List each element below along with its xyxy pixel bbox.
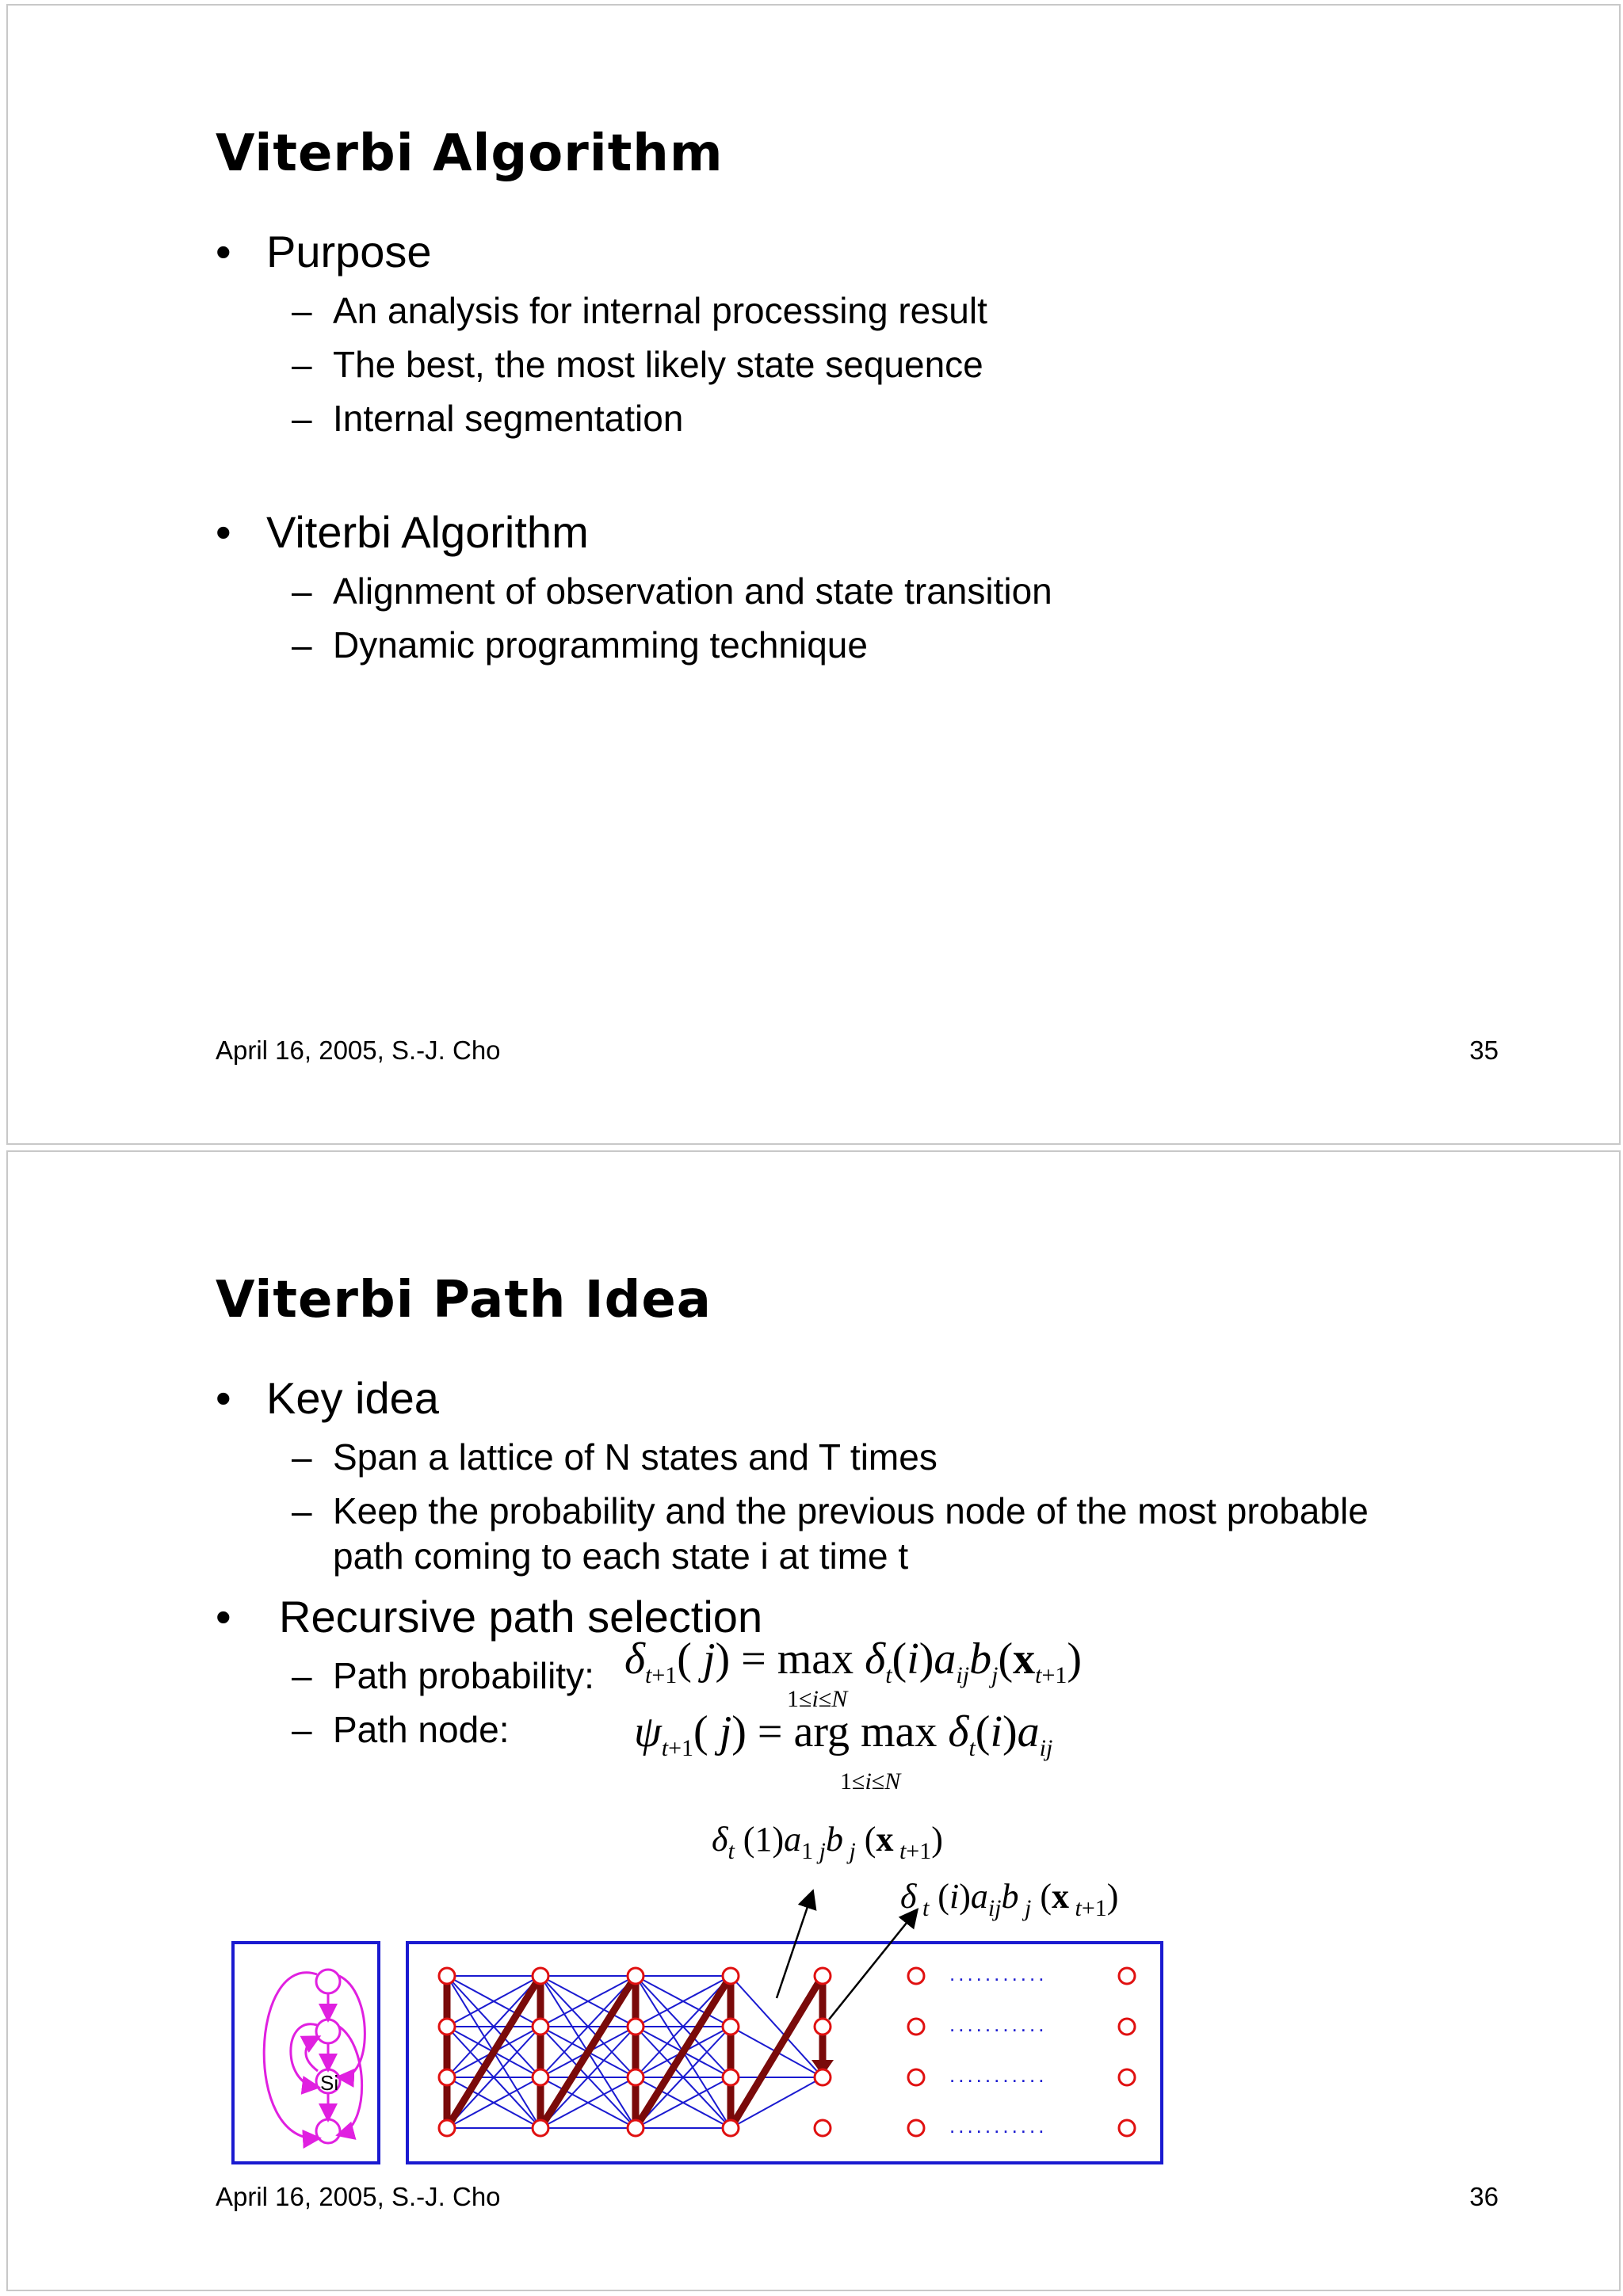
slide-35 — [6, 4, 1621, 1145]
sub-item: – An analysis for internal processing result — [292, 290, 987, 331]
path-node-equation: $\psi_{t+1}$( j) = arg $\max \delta_t(i)a_{ij}$ 1≤i≤N — [634, 1707, 1053, 1794]
slide-title: Viterbi Algorithm — [216, 124, 724, 183]
sub-item: – Span a lattice of N states and T times — [292, 1436, 938, 1478]
slide-title: Viterbi Path Idea — [216, 1271, 712, 1329]
page-number: 36 — [1469, 2182, 1499, 2211]
sub-item: – Dynamic programming technique — [292, 624, 868, 666]
bullet-purpose: • Purpose — [216, 227, 432, 277]
bullet-key-idea: • Key idea — [216, 1373, 439, 1423]
annotation-formula-2: δ $_t$ $(i)a_{ij}b$ $_j$ (x $_{t+1}$) — [900, 1877, 1119, 1921]
page-number: 35 — [1469, 1035, 1499, 1065]
path-probability-equation: $\delta_{t+1}$( $j) = \max \delta_t(i)a_{ij}b_j(x_{t+1})$ 1≤i≤N — [624, 1634, 1083, 1712]
sub-item: – Alignment of observation and state transition — [292, 570, 1052, 612]
slide-36 — [6, 1150, 1621, 2291]
sub-item-continuation: path coming to each state i at time t — [333, 1535, 909, 1577]
continuation-dots: ........... — [949, 2012, 1048, 2036]
sub-item: – Keep the probability and the previous node of the most probable — [292, 1490, 1369, 1531]
continuation-dots: ........... — [949, 1962, 1048, 1985]
sub-item: – Internal segmentation — [292, 398, 684, 439]
footer-text: April 16, 2005, S.-J. Cho — [216, 2182, 501, 2211]
bullet-viterbi-algorithm: • Viterbi Algorithm — [216, 507, 589, 557]
state-label: Si — [320, 2071, 339, 2095]
bullet-recursive-path: • Recursive path selection — [216, 1592, 763, 1642]
sub-item-path-probability: – Path probability: — [292, 1655, 594, 1696]
footer-text: April 16, 2005, S.-J. Cho — [216, 1035, 501, 1065]
continuation-dots: ........... — [949, 2114, 1048, 2138]
sub-item: – The best, the most likely state sequence — [292, 344, 983, 385]
annotation-arrows — [8, 1152, 1622, 2293]
sub-item-path-node: – Path node: — [292, 1709, 510, 1750]
annotation-formula-1: $\delta_t$ $(1)a_{1 j}b$ $_j$ (x $_{t+1}$) — [712, 1820, 943, 1864]
continuation-dots: ........... — [949, 2063, 1048, 2087]
